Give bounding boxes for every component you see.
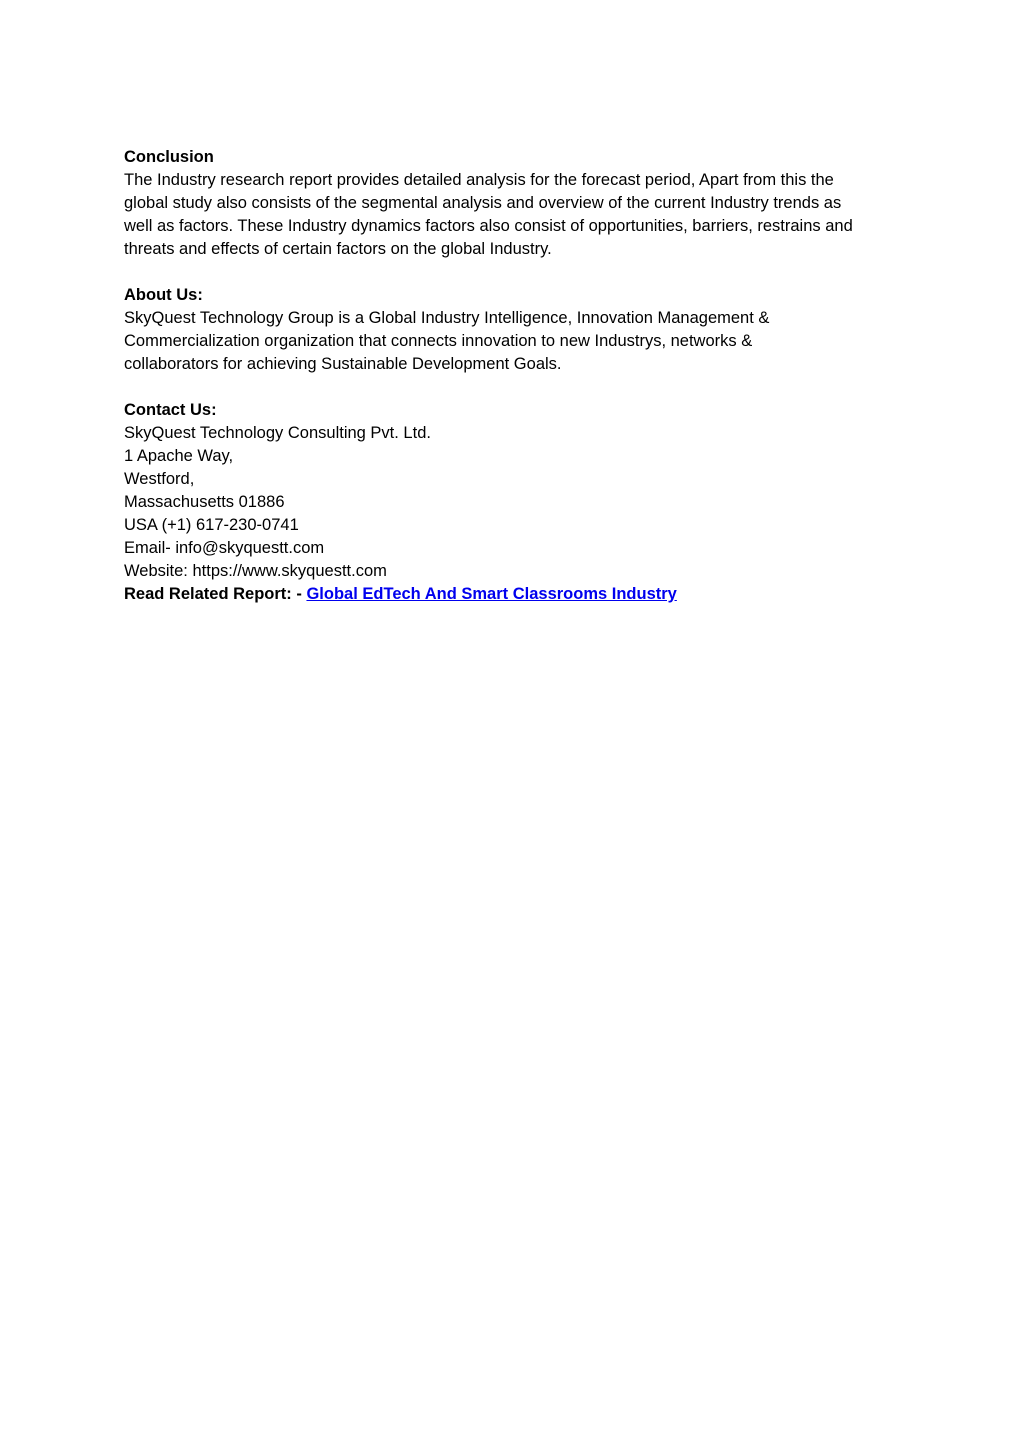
conclusion-text-line: threats and effects of certain factors on the global Industry. (124, 240, 552, 258)
conclusion-text-line: The Industry research report provides detailed analysis for the forecast period, Apart from this the (124, 171, 834, 189)
conclusion-text-line: global study also consists of the segmental analysis and overview of the current Industry trends as (124, 194, 842, 212)
contact-street: 1 Apache Way, (124, 447, 234, 465)
conclusion-text-line: well as factors. These Industry dynamics factors also consist of opportunities, barriers, restrains and (124, 217, 853, 235)
related-report-label: Read Related Report: - (124, 585, 307, 603)
about-text-line: SkyQuest Technology Group is a Global Industry Intelligence, Innovation Management & (124, 309, 770, 327)
contact-city: Westford, (124, 470, 195, 488)
conclusion-heading: Conclusion (124, 148, 214, 166)
contact-email: Email- info@skyquestt.com (124, 539, 325, 557)
about-heading: About Us: (124, 286, 203, 304)
contact-company: SkyQuest Technology Consulting Pvt. Ltd. (124, 424, 431, 442)
about-text-line: Commercialization organization that connects innovation to new Industrys, networks & (124, 332, 753, 350)
paragraph-spacer (124, 376, 914, 399)
document-page (124, 146, 914, 606)
about-text-line: collaborators for achieving Sustainable Development Goals. (124, 355, 562, 373)
paragraph-spacer (124, 261, 914, 284)
contact-state-zip: Massachusetts 01886 (124, 493, 285, 511)
contact-phone: USA (+1) 617-230-0741 (124, 516, 299, 534)
contact-website: Website: https://www.skyquestt.com (124, 562, 387, 580)
related-report-link[interactable]: Global EdTech And Smart Classrooms Industry (306, 585, 677, 603)
contact-heading: Contact Us: (124, 401, 217, 419)
related-report-row (124, 583, 914, 606)
